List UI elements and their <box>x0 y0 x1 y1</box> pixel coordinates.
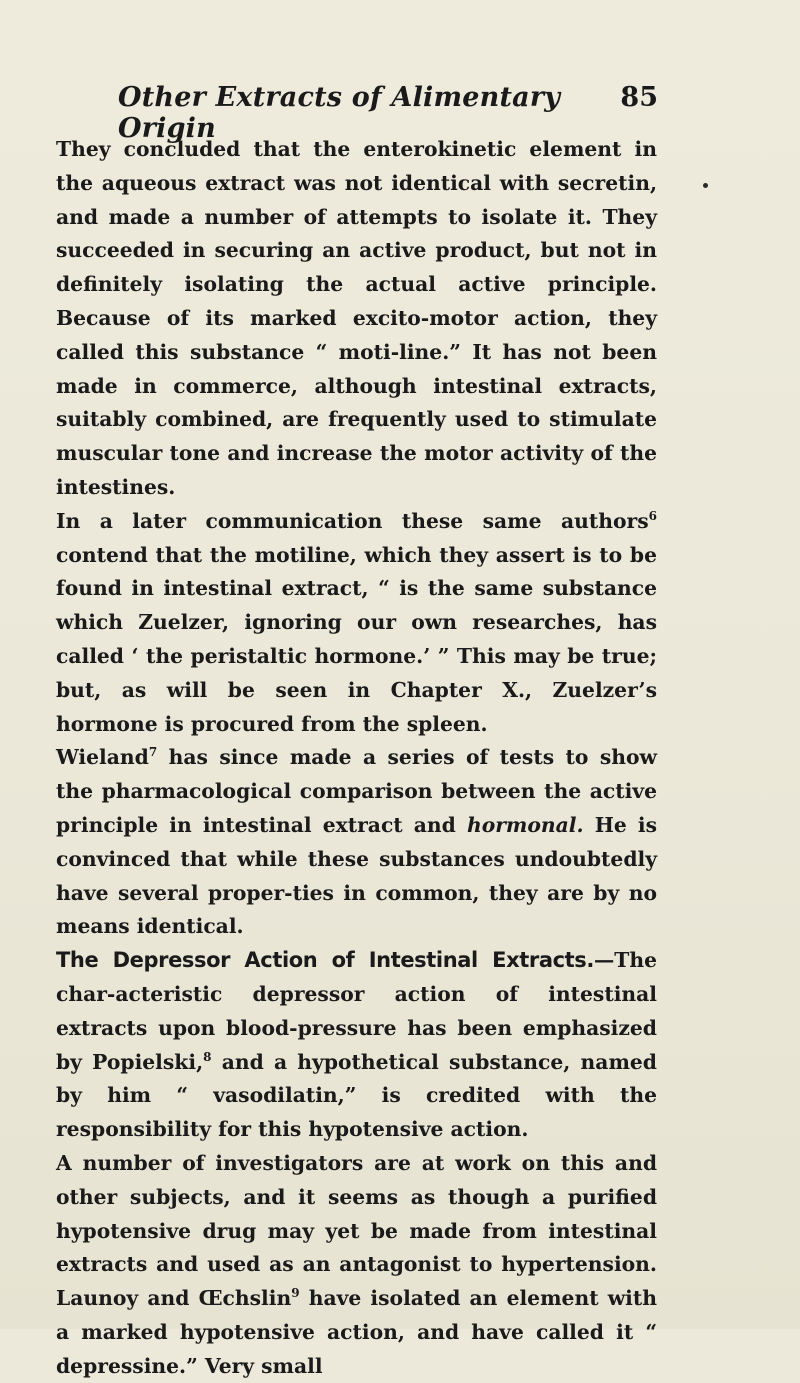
paragraph-5 <box>56 1147 657 1383</box>
paragraph-2-text-before: In a later communication these same authors <box>56 508 649 533</box>
section-heading: The Depressor Action of Intestinal Extracts. <box>56 948 594 973</box>
footnote-ref-6: 6 <box>648 508 657 523</box>
paragraph-4-text-after: and a hypothetical substance, named by him “ vasodilatin,” is credited with the responsibility for this hypotensive action. <box>56 1049 657 1142</box>
footnote-ref-9: 9 <box>291 1286 300 1301</box>
paragraph-2-text-after: contend that the motiline, which they assert is to be found in intestinal extract, “ is the same substance which Zuelzer, ignoring our own researches, has called ‘ the peristaltic hormone.’ ” This may be true; but, as will be seen in Chapter X., Zuelzer’s hormone is procured from the spleen. <box>56 542 657 736</box>
footnote-ref-8: 8 <box>203 1049 212 1064</box>
paragraph-4 <box>56 944 657 1147</box>
margin-mark <box>703 183 708 188</box>
paragraph-3-text-middle: has since made a series of tests to show the pharmacological comparison between the active principle in intestinal extract and <box>56 745 657 837</box>
paragraph-3-text-after: He is convinced that while these substances undoubtedly have several proper-ties in common, they are by no means identical. <box>56 812 657 939</box>
page-header <box>118 82 658 144</box>
paragraph-3-italic: hormonal. <box>466 812 584 837</box>
paragraph-2 <box>56 505 657 742</box>
paragraph-3-text-before: Wieland <box>56 745 149 770</box>
page-number: 85 <box>620 82 658 113</box>
paragraph-1-text: They concluded that the enterokinetic element in the aqueous extract was not identical with secretin, and made a number of attempts to isolate it. They succeeded in securing an active product, but not in definitely isolating the actual active principle. Because of its marked excito-motor action, they called this substance “ moti-line.” It has not been made in commerce, although intestinal extracts, suitably combined, are frequently used to stimulate muscular tone and increase the motor activity of the intestines. <box>56 137 657 499</box>
paragraph-1 <box>56 133 657 505</box>
paragraph-5-text-before: A number of investigators are at work on this and other subjects, and it seems as though a purified hypotensive drug may yet be made from intestinal extracts and used as an antagonist to hypertension. Launoy and Œchslin <box>56 1150 657 1311</box>
footnote-ref-7: 7 <box>148 745 158 760</box>
paragraph-3 <box>56 741 657 944</box>
running-head: Other Extracts of Alimentary Origin <box>118 82 561 144</box>
body-text <box>56 133 657 1383</box>
paragraph-4-text-before: —The char-acteristic depressor action of intestinal extracts upon blood-pressure has been emphasized by Popielski, <box>56 948 657 1074</box>
paragraph-5-text-after: have isolated an element with a marked hypotensive action, and have called it “ depressine.” Very small <box>56 1286 657 1378</box>
